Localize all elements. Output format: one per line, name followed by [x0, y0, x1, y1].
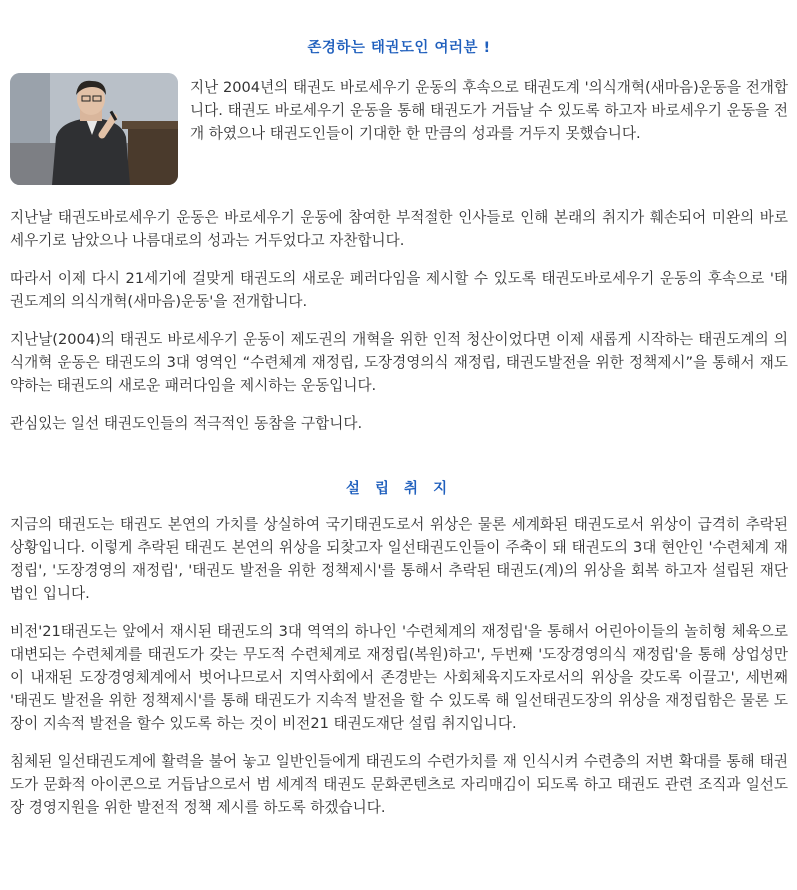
paragraph: 따라서 이제 다시 21세기에 걸맞게 태권도의 새로운 페러다임을 제시할 수 있도록 태권도바로세우기 운동의 후속으로 '태권도계의 의식개혁(새마음)운동'을 전개합니다. — [10, 270, 788, 310]
section-body — [10, 513, 788, 819]
paragraph: 관심있는 일선 태권도인들의 적극적인 동참을 구합니다. — [10, 415, 363, 432]
speaker-photo-illustration — [10, 73, 178, 185]
paragraph: 지난날 태권도바로세우기 운동은 바로세우기 운동에 참여한 부적절한 인사들로 인해 본래의 취지가 훼손되어 미완의 바로세우기로 남았으나 나름대로의 성과는 거두었다고 자찬합니다. — [10, 209, 788, 249]
greeting-body — [10, 206, 788, 435]
speaker-photo — [10, 73, 178, 185]
intro-paragraph: 지난 2004년의 태권도 바로세우기 운동의 후속으로 태권도계 '의식개혁(새마음)운동을 전개합니다. 태권도 바로세우기 운동을 통해 태권도가 거듭날 수 있도록 하고자 바로세우기 운동을 전개 하였으나 태권도인들이 기대한 한 만큼의 성과를 거두지 못했습니다. — [190, 79, 788, 142]
paragraph: 지난날(2004)의 태권도 바로세우기 운동이 제도권의 개혁을 위한 인적 청산이었다면 이제 새롭게 시작하는 태권도계의 의식개혁 운동은 태권도의 3대 영역인 “수련체계 재정립, 도장경영의식 재정립, 태권도발전을 위한 정책제시”을 통해서 재도약하는 태권도의 새로운 패러다임을 제시하는 운동입니다. — [10, 331, 788, 394]
intro-block — [10, 70, 788, 198]
paragraph: 비전'21태권도는 앞에서 재시된 태권도의 3대 역역의 하나인 '수련체계의 재정립'을 통해서 어린아이들의 놀히형 체육으로 대변되는 수련체계를 태권도가 갖는 무도적 수련체계로 재정립(복원)하고', 두번째 '도장경영의식 재정립'을 통해 상업성만이 내재된 도장경영체계에서 벗어나므로서 지역사회에서 존경받는 사회체육지도자로서의 위상을 갖도록 이끌고', 세번째 '태권도 발전을 위한 정책제시'를 통해 태권도가 지속적 발전을 할 수 있도록 해 일선태권도장의 위상을 재정립함은 물론 도장이 지속적 발전을 할수 있도록 하는 것이 비전21 태권도재단 설립 취지입니다. — [10, 623, 788, 732]
greeting-title: 존경하는 태권도인 여러분 ! — [307, 40, 491, 56]
section-title: 설 립 취 지 — [345, 481, 453, 497]
paragraph: 침체된 일선태권도계에 활력을 불어 놓고 일반인들에게 태권도의 수련가치를 재 인식시켜 수련층의 저변 확대를 통해 태권도가 문화적 아이콘으로 거듭남으로서 범 세계적 태권도 문화콘텐츠로 자리매김이 되도록 하고 태권도 관련 조직과 일선도장 경영지원을 위한 발전적 정책 제시를 하도록 하겠습니다. — [10, 753, 788, 816]
paragraph: 지금의 태권도는 태권도 본연의 가치를 상실하여 국기태권도로서 위상은 물론 세계화된 태권도로서 위상이 급격히 추락된 상황입니다. 이렇게 추락된 태권도 본연의 위상을 되찾고자 일선태권도인들이 주축이 돼 태권도의 3대 현안인 '수련체계 재정립', '도장경영의 재정립', '태권도 발전을 위한 정책제시'를 통해서 추락된 태권도(계)의 위상을 회복 하고자 설립된 재단법인 입니다. — [10, 516, 788, 602]
